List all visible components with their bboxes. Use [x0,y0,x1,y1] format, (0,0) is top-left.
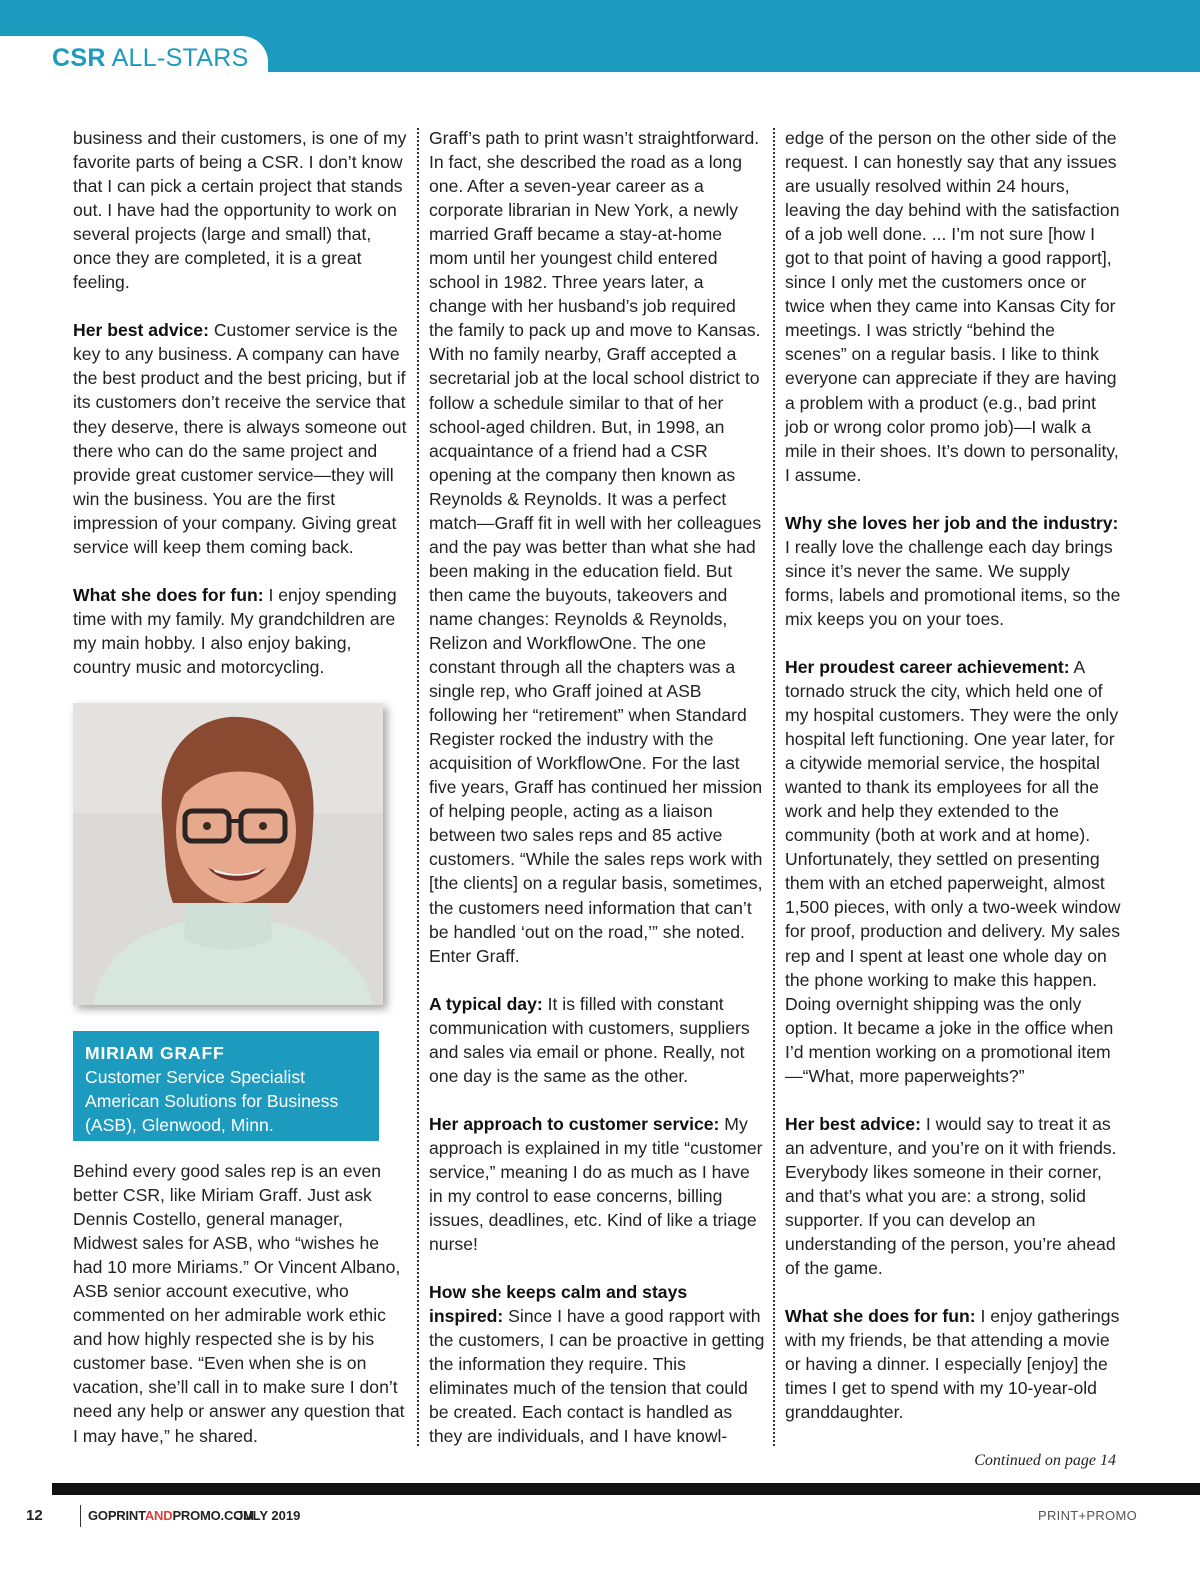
caption-title: Customer Service Specialist [85,1067,305,1088]
article-column-1 [73,126,409,703]
paragraph-fun [785,1304,1121,1424]
subhead: What she does for fun: [785,1306,976,1327]
paragraph-fun [73,583,409,679]
subhead: Her best advice: [73,320,209,341]
paragraph-proudest [785,655,1121,1088]
paragraph: Behind every good sales rep is an even better CSR, like Miriam Graff. Just ask Dennis Costello, general manager, Midwest sales for ASB, who “wishes he had 10 more Miriams.” Or Vincent Albano, ASB senior account executive, who commented on her admirable work ethic and how highly respected she is by his customer base. “Even when she is on vacation, she’ll call in to make sure I don’t need any help or answer any question that I may have,” he shared. [73,1161,405,1446]
paragraph-approach [429,1112,765,1256]
caption-location: (ASB), Glenwood, Minn. [85,1115,274,1136]
portrait-illustration [73,703,383,1005]
paragraph-best-advice [73,318,409,558]
paragraph-text: Customer service is the key to any business. A company can have the best product and the best pricing, but if its customers don’t receive the service that they deserve, there is always someone out there who can do the same project and provide great customer service—they will win the business. You are the first impression of your company. Giving great service will keep them coming back. [73,320,407,557]
subhead: A typical day: [429,993,543,1014]
paragraph-text: I enjoy spending time with my family. My grandchildren are my main hobby. I also enjoy baking, country music and motorcycling. [73,584,397,677]
portrait-photo [73,703,383,1005]
footer-magazine-name: PRINT+PROMO [1038,1508,1138,1523]
paragraph-best-advice [785,1112,1121,1280]
paragraph-typical-day [429,992,765,1088]
section-title [52,44,249,73]
paragraph: Graff’s path to print wasn’t straightforward. In fact, she described the road as a long one. After a seven-year career as a corporate librarian in New York, a newly married Graff became a stay-at-home mom until her youngest child entered school in 1982. Three years later, a change with her husband’s job required the family to pack up and move to Kansas. With no family nearby, Graff accepted a secretarial job at the local school district to follow a schedule similar to that of her school-aged children. But, in 1998, an acquaintance of a friend had a CSR opening at the company then known as Reynolds & Reynolds. It was a perfect match—Graff fit in well with her colleagues and the pay was better than what she had been making in the education field. But then came the buyouts, takeovers and name changes: Reynolds & Reynolds, Relizon and WorkflowOne. The one constant through all the chapters was a single rep, who Graff joined at ASB following her “retirement” when Standard Register rocked the industry with the acquisition of WorkflowOne. For the last five years, Graff has continued her mission of helping people, acting as a liaison between two sales reps and 85 active customers. “While the sales reps work with [the clients] on a regular basis, sometimes, the customers need information that can’t be handled ‘out on the road,’” she noted. Enter Graff. [429,128,763,966]
section-title-bold: CSR [52,44,106,72]
site-post: PROMO.COM [172,1508,254,1523]
footer-divider [80,1505,81,1527]
paragraph: business and their customers, is one of my favorite parts of being a CSR. I don’t know that I can pick a certain project that stands out. I have had the opportunity to work on several projects (large and small) that, once they are completed, it is a great feeling. [73,128,407,293]
site-pre: GOPRINT [88,1508,145,1523]
article-column-1-lower [73,1159,409,1448]
section-title-rest: ALL-STARS [111,44,249,72]
paragraph-calm [429,1280,765,1448]
site-and: AND [144,1508,173,1523]
caption-company: American Solutions for Business [85,1091,339,1112]
column-divider [773,128,775,1446]
subhead: Why she loves her job and the industry: [785,512,1119,533]
paragraph-text: It is filled with constant communication with customers, suppliers and sales via email or phone. Really, not one day is the same as the other. [429,993,750,1086]
column-divider [417,128,419,1446]
article-column-2 [429,126,765,1472]
paragraph-loves [785,511,1121,631]
continued-note: Continued on page 14 [974,1452,1116,1469]
subhead: What she does for fun: [73,584,264,605]
paragraph-text: Since I have a good rapport with the customers, I can be proactive in getting the information they require. This eliminates much of the tension that could be created. Each contact is handled as they are individuals, and I have knowl- [429,1306,765,1447]
subhead: How she keeps calm and stays inspired: [429,1282,688,1327]
caption-name: MIRIAM GRAFF [85,1043,225,1063]
subhead: Her best advice: [785,1113,921,1134]
paragraph-text: I really love the challenge each day brings since it’s never the same. We supply forms, labels and promotional items, so the mix keeps you on your toes. [785,536,1121,629]
paragraph-text: I enjoy gatherings with my friends, be that attending a movie or having a dinner. I especially [enjoy] the times I get to spend with my 10-year-old granddaughter. [785,1306,1120,1423]
photo-caption [73,1031,379,1141]
subhead: Her approach to customer service: [429,1113,720,1134]
article-column-3 [785,126,1121,1448]
paragraph-text: I would say to treat it as an adventure, and you’re on it with friends. Everybody likes someone in their corner, and that’s what you are: a strong, solid supporter. If you can develop an understanding of the person, you’re ahead of the game. [785,1113,1117,1279]
footer-issue-date: JULY 2019 [236,1508,301,1523]
footer-rule [52,1483,1200,1495]
subhead: Her proudest career achievement: [785,656,1070,677]
paragraph-text: A tornado struck the city, which held one of my hospital customers. They were the only hospital left functioning. One year later, for a citywide memorial service, the hospital wanted to thank its employees for all the work and help they extended to the community (both at work and at home). Unfortunately, they settled on presenting them with an etched paperweight, almost 1,500 pieces, with only a two-week window for proof, production and delivery. My sales rep and I spent at least one whole day on the phone working to make this happen. Doing overnight shipping was the only option. It became a joke in the office when I’d mention working on a promotional item—“What, more paperweights?” [785,656,1121,1086]
page-number: 12 [26,1507,43,1524]
footer-website [88,1508,254,1523]
paragraph-text: My approach is explained in my title “customer service,” meaning I do as much as I have in my control to ease concerns, billing issues, deadlines, etc. Kind of like a triage nurse! [429,1113,763,1255]
paragraph: edge of the person on the other side of the request. I can honestly say that any issues are usually resolved within 24 hours, leaving the day behind with the satisfaction of a job well done. ... I’m not sure [how I got to that point of having a good rapport], since I only met the customers once or twice when they came into Kansas City for meetings. I was strictly “behind the scenes” on a regular basis. I like to think everyone can appreciate if they are having a problem with a product (e.g., bad print job or wrong color promo job)—I walk a mile in their shoes. It’s down to personality, I assume. [785,128,1120,485]
